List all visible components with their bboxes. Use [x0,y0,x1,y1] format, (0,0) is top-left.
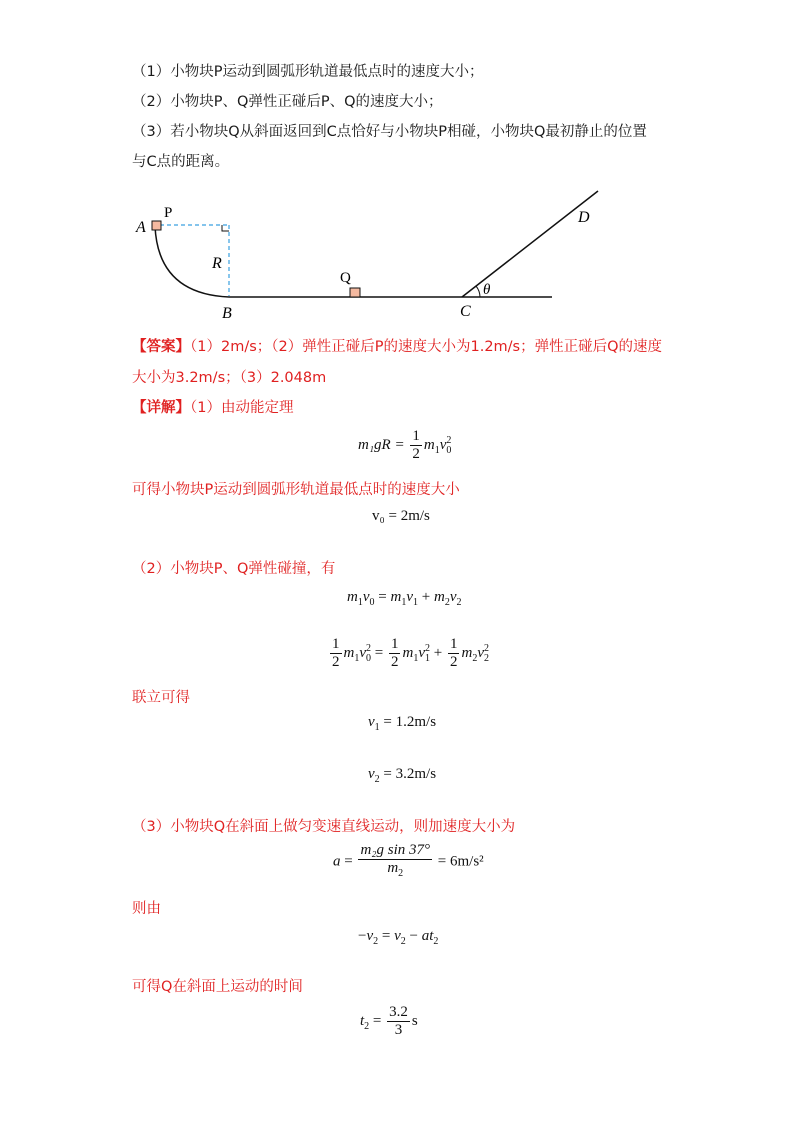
solution-text-4: （3）小物块Q在斜面上做匀变速直线运动，则加速度大小为 [132,819,516,835]
solution-text-1: 可得小物块P运动到圆弧形轨道最低点时的速度大小 [132,482,460,498]
time-unit: s [411,1012,418,1029]
label-c: C [460,303,471,320]
equation-time: $t_2$ = $\frac{3.2}{3}$ s [360,1004,418,1038]
solution-text-3: 联立可得 [132,690,190,706]
label-q: Q [340,270,351,286]
label-r: R [212,255,222,272]
label-d: D [578,209,590,226]
eq1-left: m₁gR = [358,436,405,453]
solution-tag: 【详解】 [132,400,190,416]
time-denominator: 3 [394,1022,403,1038]
theta-arc [476,286,480,297]
block-p [152,221,161,230]
accel-result: = 6m/s² [437,853,484,870]
solution-text-2: （2）小物块P、Q弹性碰撞，有 [132,561,336,577]
solution-text-5: 则由 [132,901,161,917]
answer-line-1 [132,337,662,357]
accel-numerator: m₂g sin 37° [360,842,431,858]
label-p: P [164,205,173,221]
solution-intro [132,398,293,418]
equation-energy: m₁gR = $\frac{1}{2}$ $m_1v_0^2$ [358,428,452,462]
equation-v2: $v_2 = 3.2m/s$ [368,766,437,785]
equation-acceleration: a = $\frac{\text{m₂g sin 37°}}{m_2}$ = 6m/s² [333,842,484,879]
equation-v0: v₀ = 2m/s [372,508,430,524]
equation-v1: $v_1 = 1.2m/s$ [368,714,437,733]
answer-tag: 【答案】 [132,339,190,355]
v1-value: 1.2m/s [395,714,437,730]
label-theta: θ [483,282,491,298]
question-2: （2）小物块P、Q弹性正碰后P、Q的速度大小； [132,94,443,110]
equation-momentum: $m_1v_0 = m_1v_1 + m_2v_2$ [347,589,462,608]
solution-text-6: 可得Q在斜面上运动的时间 [132,979,303,995]
equation-energy-conservation: $\frac{1}{2}$ $m_1v_0^2$ = $\frac{1}{2}$ $m_1v_1^2$ + $\frac{1}{2}$ $m_2v_2^2$ [332,636,489,670]
question-3-line-1: （3）若小物块Q从斜面返回到C点恰好与小物块P相碰，小物块Q最初静止的位置 [132,124,647,140]
time-numerator: 3.2 [389,1004,408,1020]
question-3-line-2: 与C点的距离。 [132,154,230,170]
equation-kinematics: $-v_2 = v_2 - at_2$ [358,928,439,947]
question-1: （1）小物块P运动到圆弧形轨道最低点时的速度大小； [132,64,484,80]
answer-text-1: （1）2m/s；（2）弹性正碰后P的速度大小为1.2m/s；弹性正碰后Q的速度 [190,339,663,355]
right-angle-mark [222,225,229,231]
block-q [350,288,360,297]
physics-diagram [0,0,800,330]
label-a: A [136,219,146,236]
v2-value: 3.2m/s [395,766,437,782]
label-b: B [222,305,232,322]
solution-intro-text: （1）由动能定理 [190,400,294,416]
answer-line-2: 大小为3.2m/s；（3）2.048m [132,370,327,386]
